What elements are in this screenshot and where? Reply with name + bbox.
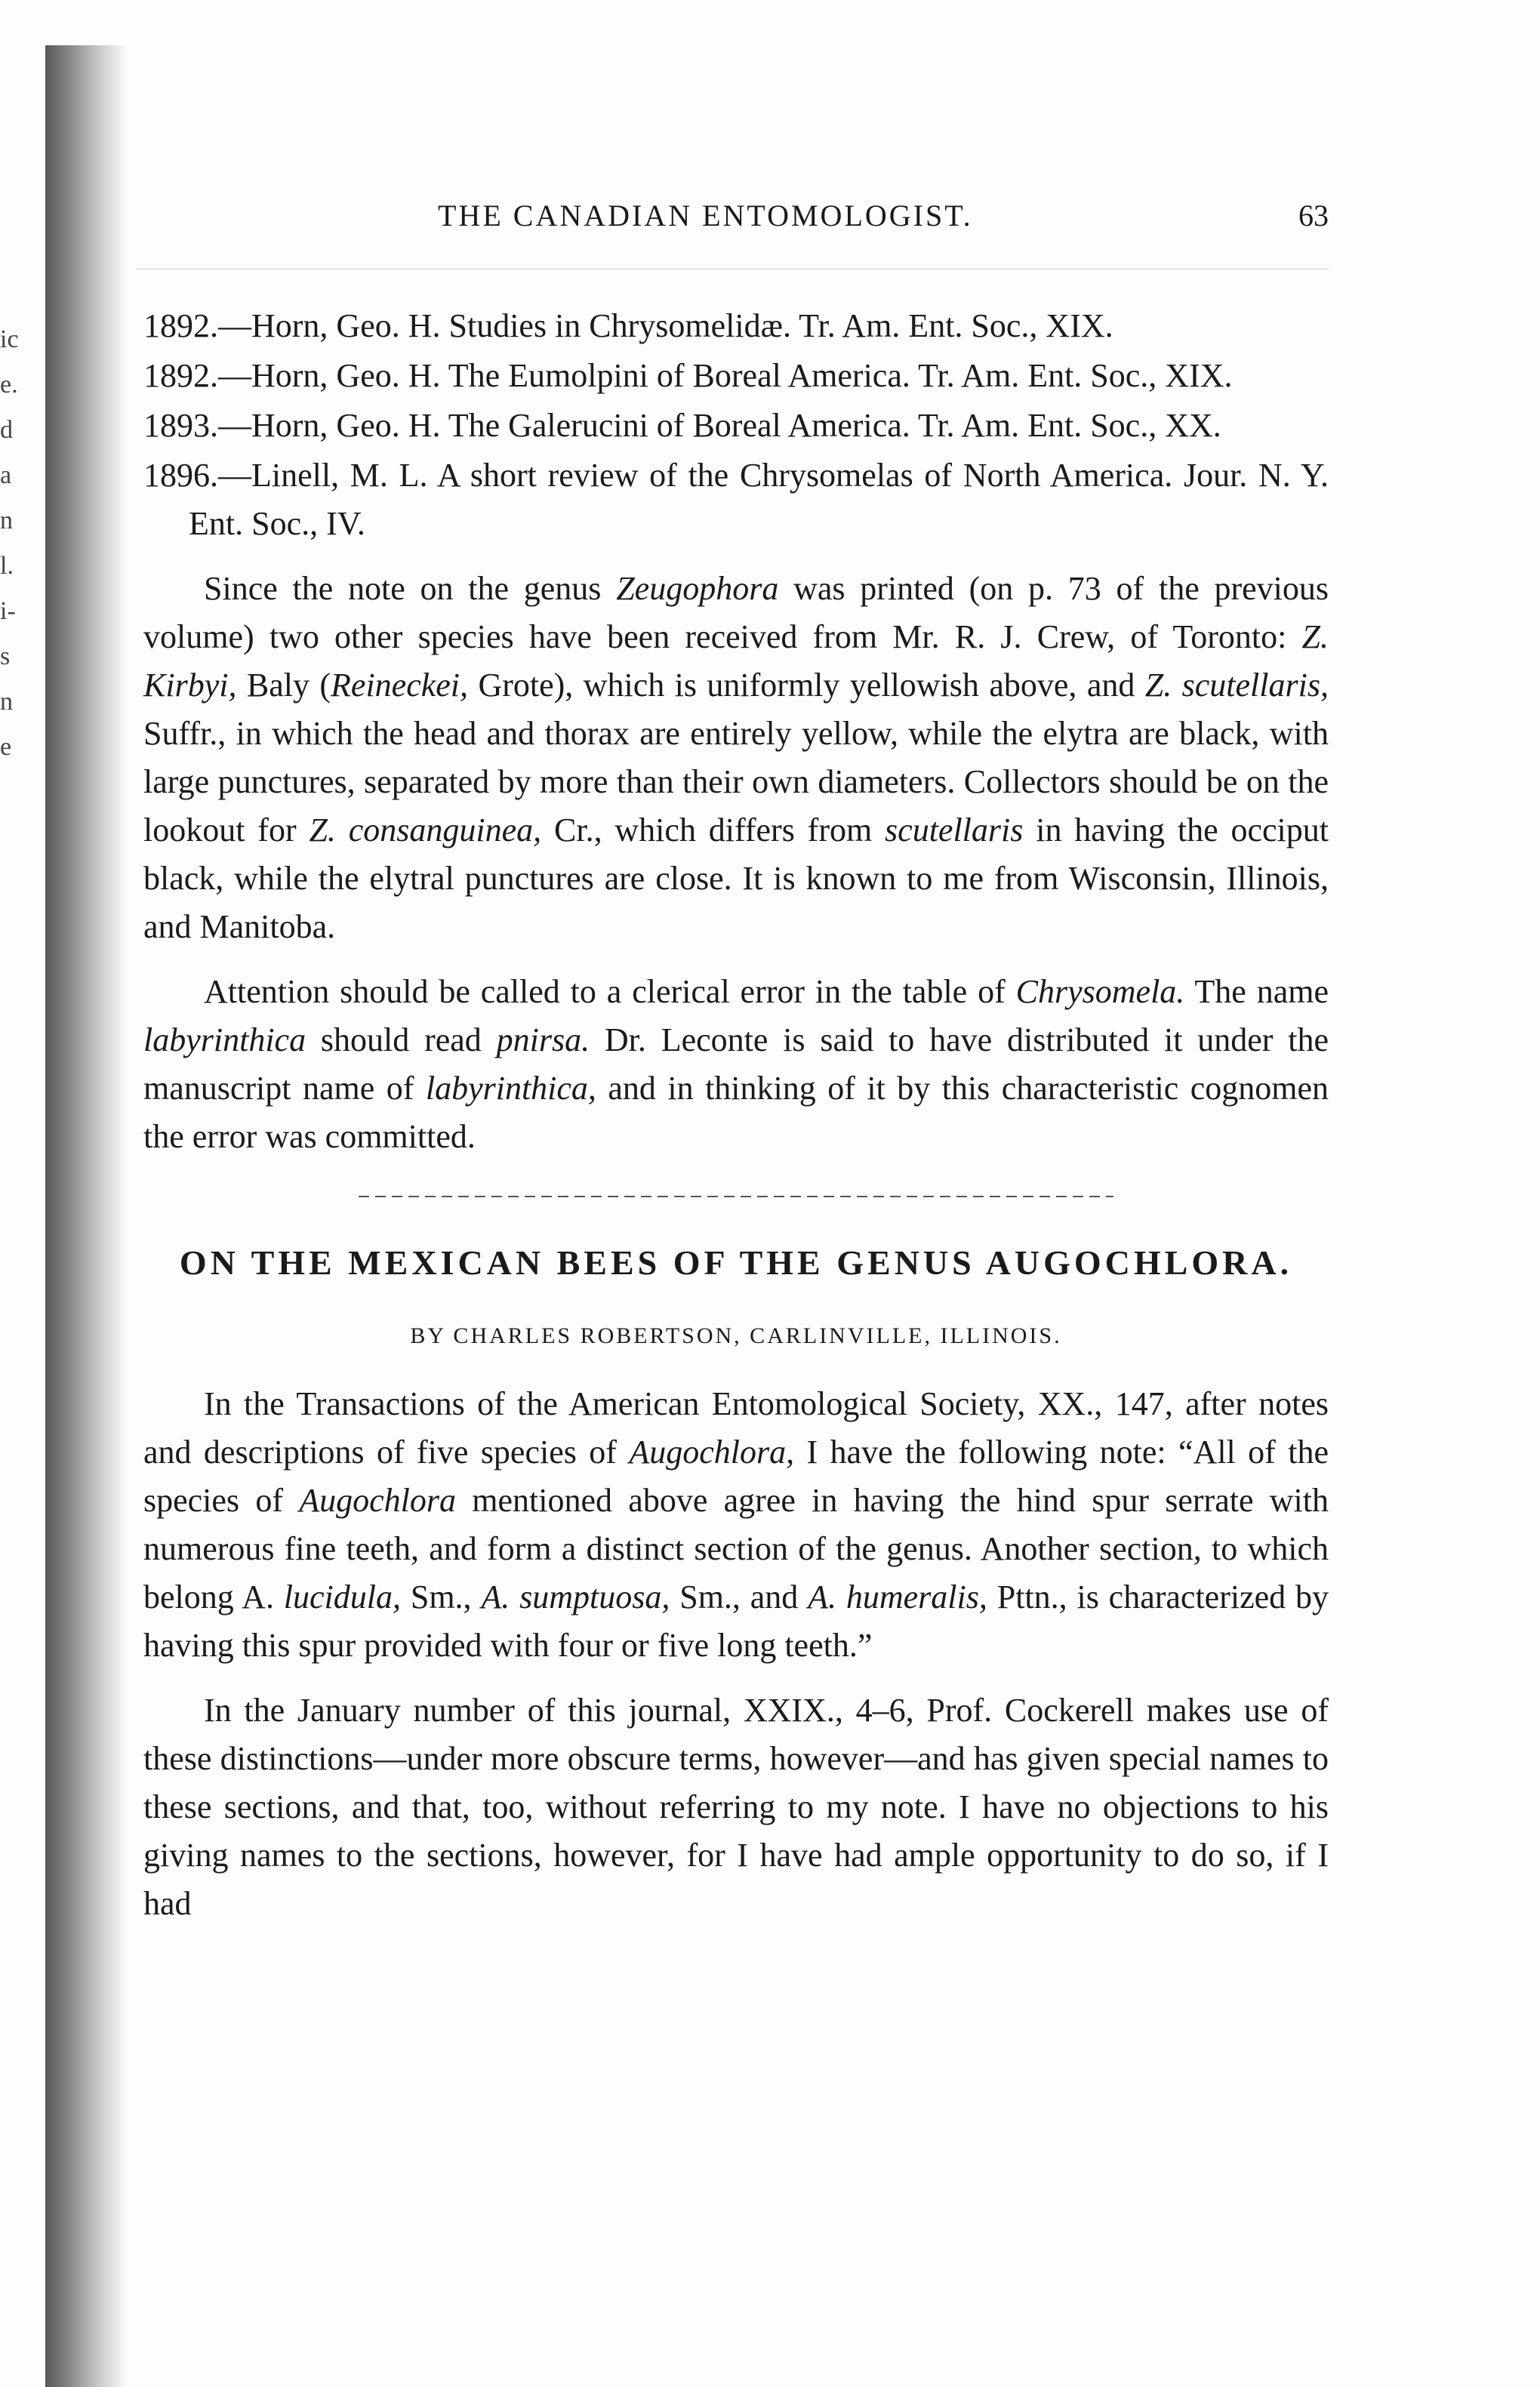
reference-entry: 1892.—Horn, Geo. H. The Eumolpini of Boreal America. Tr. Am. Ent. Soc., XIX. bbox=[143, 357, 1233, 394]
chrysomela-note-paragraph: Attention should be called to a clerical error in the table of Chrysomela. The name labyrinthica should read pnirsa. Dr. Leconte is said to have distributed it under the manuscript name of labyrinthica, and in thinking of it by this characteristic cognomen the error was committed. bbox=[143, 973, 1329, 1155]
reference-entry: 1896.—Linell, M. L. A short review of the Chrysomelas of North America. Jour. N. Y. Ent. Soc., IV. bbox=[143, 457, 1329, 542]
article-paragraph: In the Transactions of the American Entomological Society, XX., 147, after notes and descriptions of five species of Augochlora, I have the following note: “All of the species of Augochlora mentioned above agree in having the hind spur serrate with numerous fine teeth, and form a distinct section of the genus. Another section, to which belong A. lucidula, Sm., A. sumptuosa, Sm., and A. humeralis, Pttn., is characterized by having this spur provided with four or five long teeth.” bbox=[143, 1385, 1329, 1664]
article-title: ON THE MEXICAN BEES OF THE GENUS AUGOCHLORA. bbox=[179, 1243, 1293, 1282]
section-divider bbox=[359, 1196, 1113, 1197]
article-paragraph: In the January number of this journal, XXIX., 4–6, Prof. Cockerell makes use of these distinctions—under more obscure terms, however—and has given special names to these sections, and that, too, without referring to my note. I have no objections to his giving names to the sections, however, for I have had ample opportunity to do so, if I had bbox=[143, 1692, 1329, 1922]
header-rule bbox=[136, 269, 1329, 270]
running-head bbox=[174, 198, 1329, 236]
article-byline: BY CHARLES ROBERTSON, CARLINVILLE, ILLINOIS. bbox=[410, 1323, 1062, 1348]
page-number: 63 bbox=[1298, 199, 1329, 233]
reference-entry: 1892.—Horn, Geo. H. Studies in Chrysomelidæ. Tr. Am. Ent. Soc., XIX. bbox=[143, 307, 1113, 344]
reference-entry: 1893.—Horn, Geo. H. The Galerucini of Boreal America. Tr. Am. Ent. Soc., XX. bbox=[143, 407, 1221, 444]
binding-shadow bbox=[45, 45, 128, 2387]
journal-title: THE CANADIAN ENTOMOLOGIST. bbox=[438, 199, 973, 233]
facing-page-bleed: ic e. d a n l. i- s n e bbox=[0, 325, 19, 761]
zeugophora-note-paragraph: Since the note on the genus Zeugophora was printed (on p. 73 of the previous volume) two other species have been received from Mr. R. J. Crew, of Toronto: Z. Kirbyi, Baly (Reineckei, Grote), which is uniformly yellowish above, and Z. scutellaris, Suffr., in which the head and thorax are entirely yellow, while the elytra are black, with large punctures, separated by more than their own diameters. Collectors should be on the lookout for Z. consanguinea, Cr., which differs from scutellaris in having the occiput black, while the elytral punctures are close. It is known to me from Wisconsin, Illinois, and Manitoba. bbox=[143, 570, 1329, 945]
page-text bbox=[143, 302, 1329, 1928]
